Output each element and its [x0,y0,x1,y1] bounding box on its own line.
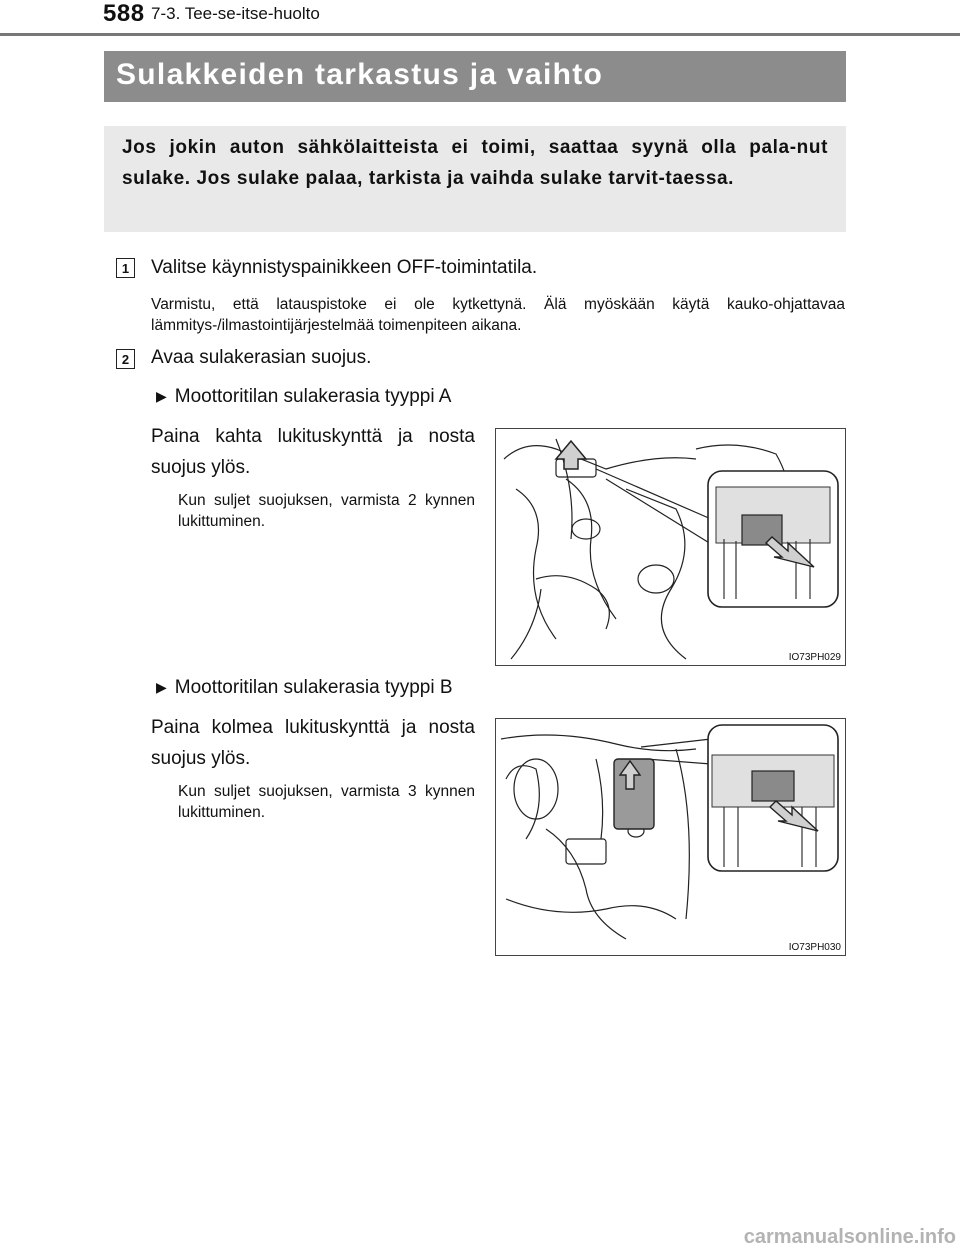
bullet-type-b [156,677,453,699]
page-number: 588 [103,0,145,27]
section-title-bar [104,51,846,102]
press-arrow-icon [556,441,586,469]
step-2-text: Avaa sulakerasian suojus. [151,347,372,368]
type-a-instruction: Paina kahta lukituskynttä ja nosta suojus ylös. [151,426,475,478]
triangle-right-icon: ▶ [156,679,167,695]
figure-type-a [495,428,846,666]
chapter-title: 7-3. Tee-se-itse-huolto [151,4,320,23]
step-number-1: 1 [116,258,135,278]
figure-type-b [495,718,846,956]
engine-bay-b-illustration [496,719,846,956]
type-b-heading: Moottoritilan sulakerasia tyyppi B [174,677,453,698]
footer-watermark: carmanualsonline.info [743,1226,956,1248]
type-a-heading: Moottoritilan sulakerasia tyyppi A [174,386,452,407]
figure-code: IO73PH030 [788,942,841,953]
step-1-text: Valitse käynnistyspainikkeen OFF-toimintatila. [151,257,538,278]
engine-bay-a-illustration [496,429,846,666]
section-title: Sulakkeiden tarkastus ja vaihto [116,58,604,91]
figure-code: IO73PH029 [788,652,841,663]
type-a-note: Kun suljet suojuksen, varmista 2 kynnen lukittuminen. [178,492,475,530]
step-1-note: Varmistu, että latauspistoke ei ole kytkettynä. Älä myöskään käytä kauko-ohjattavaa lämmitys-/ilmastointijärjestelmää toimenpiteen aikana. [151,296,845,334]
type-b-note: Kun suljet suojuksen, varmista 3 kynnen lukittuminen. [178,783,475,821]
type-b-instruction: Paina kolmea lukituskynttä ja nosta suojus ylös. [151,717,475,769]
bullet-type-a [156,386,451,408]
header-rule [0,33,960,36]
intro-text: Jos jokin auton sähkölaitteista ei toimi, saattaa syynä olla pala-nut sulake. Jos sulake palaa, tarkista ja vaihda sulake tarvit-taessa. [122,137,828,189]
step-number-2: 2 [116,349,135,369]
intro-box [104,126,846,232]
triangle-right-icon: ▶ [156,388,167,404]
